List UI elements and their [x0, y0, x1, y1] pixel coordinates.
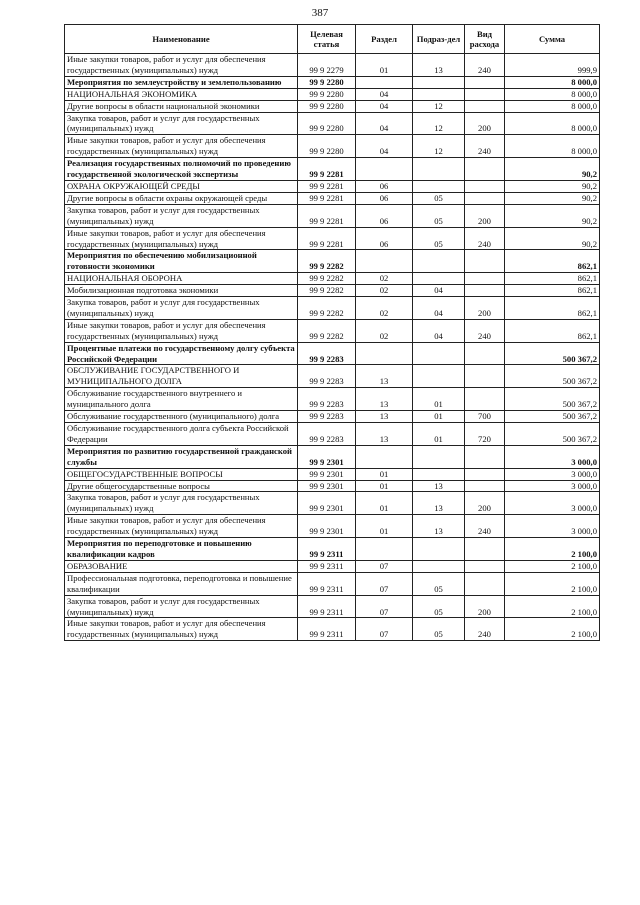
cell-name: ОХРАНА ОКРУЖАЮЩЕЙ СРЕДЫ: [65, 180, 298, 192]
cell-target-article: 99 9 2311: [298, 595, 356, 618]
table-row: [65, 515, 600, 538]
table-row: [65, 76, 600, 88]
table-row: [65, 297, 600, 320]
cell-subsection: [413, 158, 465, 181]
cell-expense-kind: 240: [465, 618, 505, 641]
cell-name: Другие общегосударственные вопросы: [65, 480, 298, 492]
cell-target-article: 99 9 2281: [298, 204, 356, 227]
cell-amount: 2 100,0: [505, 572, 600, 595]
cell-section: 01: [356, 468, 413, 480]
cell-amount: 2 100,0: [505, 618, 600, 641]
cell-amount: 90,2: [505, 204, 600, 227]
cell-expense-kind: 720: [465, 423, 505, 446]
cell-subsection: 04: [413, 297, 465, 320]
cell-expense-kind: 240: [465, 227, 505, 250]
cell-target-article: 99 9 2301: [298, 445, 356, 468]
cell-section: 02: [356, 319, 413, 342]
cell-subsection: 04: [413, 319, 465, 342]
cell-target-article: 99 9 2280: [298, 100, 356, 112]
cell-expense-kind: [465, 342, 505, 365]
cell-subsection: [413, 180, 465, 192]
cell-section: 07: [356, 572, 413, 595]
cell-amount: 90,2: [505, 180, 600, 192]
cell-target-article: 99 9 2279: [298, 54, 356, 77]
cell-expense-kind: [465, 100, 505, 112]
cell-name: Мероприятия по развитию государственной гражданской службы: [65, 445, 298, 468]
cell-amount: 3 000,0: [505, 445, 600, 468]
cell-section: 13: [356, 365, 413, 388]
cell-section: 06: [356, 227, 413, 250]
cell-subsection: [413, 538, 465, 561]
table-row: [65, 204, 600, 227]
cell-target-article: 99 9 2280: [298, 112, 356, 135]
cell-section: [356, 76, 413, 88]
header-amount: Сумма: [505, 25, 600, 54]
cell-name: НАЦИОНАЛЬНАЯ ЭКОНОМИКА: [65, 88, 298, 100]
table-row: [65, 54, 600, 77]
budget-table: [64, 24, 600, 641]
cell-section: 04: [356, 112, 413, 135]
cell-name: Иные закупки товаров, работ и услуг для обеспечения государственных (муниципальных) нужд: [65, 515, 298, 538]
cell-expense-kind: [465, 480, 505, 492]
cell-subsection: 01: [413, 423, 465, 446]
cell-target-article: 99 9 2301: [298, 468, 356, 480]
cell-target-article: 99 9 2311: [298, 618, 356, 641]
cell-name: Иные закупки товаров, работ и услуг для обеспечения государственных (муниципальных) нужд: [65, 618, 298, 641]
cell-subsection: [413, 250, 465, 273]
cell-target-article: 99 9 2281: [298, 180, 356, 192]
cell-section: 07: [356, 595, 413, 618]
cell-amount: 8 000,0: [505, 112, 600, 135]
cell-name: Обслуживание государственного (муниципального) долга: [65, 411, 298, 423]
cell-target-article: 99 9 2283: [298, 342, 356, 365]
cell-amount: 999,9: [505, 54, 600, 77]
cell-subsection: 05: [413, 227, 465, 250]
table-row: [65, 227, 600, 250]
cell-expense-kind: [465, 468, 505, 480]
cell-target-article: 99 9 2281: [298, 158, 356, 181]
cell-amount: 2 100,0: [505, 595, 600, 618]
cell-section: 02: [356, 285, 413, 297]
cell-amount: 862,1: [505, 297, 600, 320]
cell-subsection: 13: [413, 480, 465, 492]
table-row: [65, 560, 600, 572]
cell-target-article: 99 9 2282: [298, 250, 356, 273]
cell-name: Процентные платежи по государственному долгу субъекта Российской Федерации: [65, 342, 298, 365]
cell-subsection: 05: [413, 595, 465, 618]
cell-subsection: [413, 445, 465, 468]
cell-target-article: 99 9 2301: [298, 480, 356, 492]
cell-section: 04: [356, 88, 413, 100]
cell-section: 13: [356, 423, 413, 446]
header-name: Наименование: [65, 25, 298, 54]
table-row: [65, 180, 600, 192]
cell-amount: 862,1: [505, 250, 600, 273]
cell-target-article: 99 9 2301: [298, 515, 356, 538]
cell-name: Закупка товаров, работ и услуг для государственных (муниципальных) нужд: [65, 492, 298, 515]
cell-name: Иные закупки товаров, работ и услуг для обеспечения государственных (муниципальных) нужд: [65, 135, 298, 158]
cell-amount: 8 000,0: [505, 88, 600, 100]
table-row: [65, 480, 600, 492]
cell-target-article: 99 9 2282: [298, 297, 356, 320]
cell-amount: 90,2: [505, 158, 600, 181]
table-row: [65, 112, 600, 135]
cell-expense-kind: 200: [465, 595, 505, 618]
cell-section: 04: [356, 135, 413, 158]
cell-target-article: 99 9 2282: [298, 285, 356, 297]
table-row: [65, 618, 600, 641]
cell-expense-kind: 240: [465, 515, 505, 538]
cell-section: 07: [356, 560, 413, 572]
cell-name: Реализация государственных полномочий по проведению государственной экологической экспертизы: [65, 158, 298, 181]
cell-name: ОБРАЗОВАНИЕ: [65, 560, 298, 572]
cell-amount: 3 000,0: [505, 468, 600, 480]
cell-expense-kind: 240: [465, 54, 505, 77]
table-body: [65, 54, 600, 641]
table-row: [65, 572, 600, 595]
header-section: Раздел: [356, 25, 413, 54]
cell-expense-kind: 200: [465, 492, 505, 515]
cell-section: 01: [356, 54, 413, 77]
cell-name: Иные закупки товаров, работ и услуг для обеспечения государственных (муниципальных) нужд: [65, 227, 298, 250]
cell-name: Иные закупки товаров, работ и услуг для обеспечения государственных (муниципальных) нужд: [65, 319, 298, 342]
cell-subsection: 12: [413, 135, 465, 158]
cell-amount: 3 000,0: [505, 515, 600, 538]
table-row: [65, 273, 600, 285]
cell-target-article: 99 9 2283: [298, 423, 356, 446]
cell-expense-kind: [465, 538, 505, 561]
cell-subsection: 05: [413, 204, 465, 227]
cell-subsection: 05: [413, 192, 465, 204]
cell-section: 06: [356, 204, 413, 227]
cell-amount: 90,2: [505, 192, 600, 204]
cell-amount: 500 367,2: [505, 365, 600, 388]
cell-name: Профессиональная подготовка, переподготовка и повышение квалификации: [65, 572, 298, 595]
cell-target-article: 99 9 2283: [298, 411, 356, 423]
table-row: [65, 88, 600, 100]
cell-expense-kind: 240: [465, 135, 505, 158]
cell-name: Мероприятия по землеустройству и землепользованию: [65, 76, 298, 88]
cell-expense-kind: 200: [465, 297, 505, 320]
header-target-article: Целевая статья: [298, 25, 356, 54]
cell-amount: 3 000,0: [505, 492, 600, 515]
cell-amount: 500 367,2: [505, 342, 600, 365]
header-subsection: Подраз-дел: [413, 25, 465, 54]
table-row: [65, 135, 600, 158]
cell-name: Мобилизационная подготовка экономики: [65, 285, 298, 297]
table-row: [65, 158, 600, 181]
cell-amount: 8 000,0: [505, 76, 600, 88]
cell-name: Закупка товаров, работ и услуг для государственных (муниципальных) нужд: [65, 595, 298, 618]
cell-target-article: 99 9 2283: [298, 365, 356, 388]
cell-target-article: 99 9 2282: [298, 273, 356, 285]
cell-target-article: 99 9 2311: [298, 560, 356, 572]
cell-target-article: 99 9 2311: [298, 538, 356, 561]
cell-expense-kind: [465, 388, 505, 411]
cell-section: 04: [356, 100, 413, 112]
table-row: [65, 100, 600, 112]
cell-expense-kind: [465, 76, 505, 88]
table-row: [65, 595, 600, 618]
table-row: [65, 285, 600, 297]
cell-target-article: 99 9 2280: [298, 88, 356, 100]
table-row: [65, 468, 600, 480]
cell-name: НАЦИОНАЛЬНАЯ ОБОРОНА: [65, 273, 298, 285]
cell-subsection: [413, 560, 465, 572]
cell-amount: 500 367,2: [505, 388, 600, 411]
cell-target-article: 99 9 2281: [298, 192, 356, 204]
cell-name: Закупка товаров, работ и услуг для государственных (муниципальных) нужд: [65, 112, 298, 135]
table-row: [65, 492, 600, 515]
cell-section: 06: [356, 180, 413, 192]
cell-section: [356, 445, 413, 468]
cell-name: Другие вопросы в области охраны окружающей среды: [65, 192, 298, 204]
cell-expense-kind: [465, 560, 505, 572]
cell-target-article: 99 9 2281: [298, 227, 356, 250]
table-row: [65, 388, 600, 411]
cell-section: 13: [356, 411, 413, 423]
cell-expense-kind: 240: [465, 319, 505, 342]
cell-expense-kind: 200: [465, 204, 505, 227]
cell-subsection: [413, 273, 465, 285]
cell-name: Мероприятия по переподготовке и повышению квалификации кадров: [65, 538, 298, 561]
cell-amount: 2 100,0: [505, 560, 600, 572]
table-row: [65, 250, 600, 273]
cell-subsection: 12: [413, 100, 465, 112]
cell-name: Другие вопросы в области национальной экономики: [65, 100, 298, 112]
page-number: 387: [311, 7, 329, 19]
table-row: [65, 423, 600, 446]
table-row: [65, 365, 600, 388]
cell-expense-kind: [465, 572, 505, 595]
cell-subsection: 01: [413, 411, 465, 423]
cell-section: 13: [356, 388, 413, 411]
cell-name: Обслуживание государственного долга субъекта Российской Федерации: [65, 423, 298, 446]
cell-subsection: [413, 468, 465, 480]
cell-subsection: 13: [413, 54, 465, 77]
cell-expense-kind: [465, 273, 505, 285]
cell-section: [356, 158, 413, 181]
cell-expense-kind: [465, 192, 505, 204]
cell-expense-kind: [465, 365, 505, 388]
cell-section: 06: [356, 192, 413, 204]
cell-expense-kind: [465, 180, 505, 192]
cell-subsection: 12: [413, 112, 465, 135]
cell-amount: 862,1: [505, 319, 600, 342]
cell-section: 07: [356, 618, 413, 641]
table-row: [65, 342, 600, 365]
cell-section: 01: [356, 492, 413, 515]
cell-target-article: 99 9 2301: [298, 492, 356, 515]
cell-target-article: 99 9 2280: [298, 135, 356, 158]
cell-expense-kind: [465, 285, 505, 297]
cell-subsection: [413, 365, 465, 388]
cell-amount: 3 000,0: [505, 480, 600, 492]
cell-amount: 500 367,2: [505, 423, 600, 446]
cell-section: 01: [356, 480, 413, 492]
cell-target-article: 99 9 2282: [298, 319, 356, 342]
cell-name: Иные закупки товаров, работ и услуг для обеспечения государственных (муниципальных) нужд: [65, 54, 298, 77]
cell-amount: 8 000,0: [505, 100, 600, 112]
table-row: [65, 538, 600, 561]
cell-name: ОБЩЕГОСУДАРСТВЕННЫЕ ВОПРОСЫ: [65, 468, 298, 480]
cell-amount: 8 000,0: [505, 135, 600, 158]
table-header-row: [65, 25, 600, 54]
cell-subsection: [413, 76, 465, 88]
cell-expense-kind: 700: [465, 411, 505, 423]
cell-amount: 90,2: [505, 227, 600, 250]
table-row: [65, 445, 600, 468]
table-row: [65, 319, 600, 342]
cell-expense-kind: [465, 445, 505, 468]
cell-name: Мероприятия по обеспечению мобилизационной готовности экономики: [65, 250, 298, 273]
cell-target-article: 99 9 2311: [298, 572, 356, 595]
cell-name: Закупка товаров, работ и услуг для государственных (муниципальных) нужд: [65, 204, 298, 227]
cell-section: [356, 538, 413, 561]
table-row: [65, 411, 600, 423]
cell-subsection: [413, 342, 465, 365]
cell-expense-kind: 200: [465, 112, 505, 135]
cell-subsection: 05: [413, 618, 465, 641]
header-expense-kind: Вид расхода: [465, 25, 505, 54]
cell-name: Обслуживание государственного внутреннего и муниципального долга: [65, 388, 298, 411]
table-row: [65, 192, 600, 204]
cell-subsection: 01: [413, 388, 465, 411]
cell-target-article: 99 9 2283: [298, 388, 356, 411]
cell-section: [356, 342, 413, 365]
cell-subsection: 05: [413, 572, 465, 595]
cell-section: [356, 250, 413, 273]
cell-expense-kind: [465, 88, 505, 100]
cell-amount: 862,1: [505, 285, 600, 297]
cell-section: 01: [356, 515, 413, 538]
cell-subsection: 13: [413, 492, 465, 515]
cell-name: Закупка товаров, работ и услуг для государственных (муниципальных) нужд: [65, 297, 298, 320]
cell-expense-kind: [465, 158, 505, 181]
cell-subsection: [413, 88, 465, 100]
cell-target-article: 99 9 2280: [298, 76, 356, 88]
cell-amount: 2 100,0: [505, 538, 600, 561]
cell-amount: 500 367,2: [505, 411, 600, 423]
cell-subsection: 13: [413, 515, 465, 538]
cell-subsection: 04: [413, 285, 465, 297]
cell-amount: 862,1: [505, 273, 600, 285]
cell-name: ОБСЛУЖИВАНИЕ ГОСУДАРСТВЕННОГО И МУНИЦИПАЛЬНОГО ДОЛГА: [65, 365, 298, 388]
cell-expense-kind: [465, 250, 505, 273]
cell-section: 02: [356, 273, 413, 285]
cell-section: 02: [356, 297, 413, 320]
